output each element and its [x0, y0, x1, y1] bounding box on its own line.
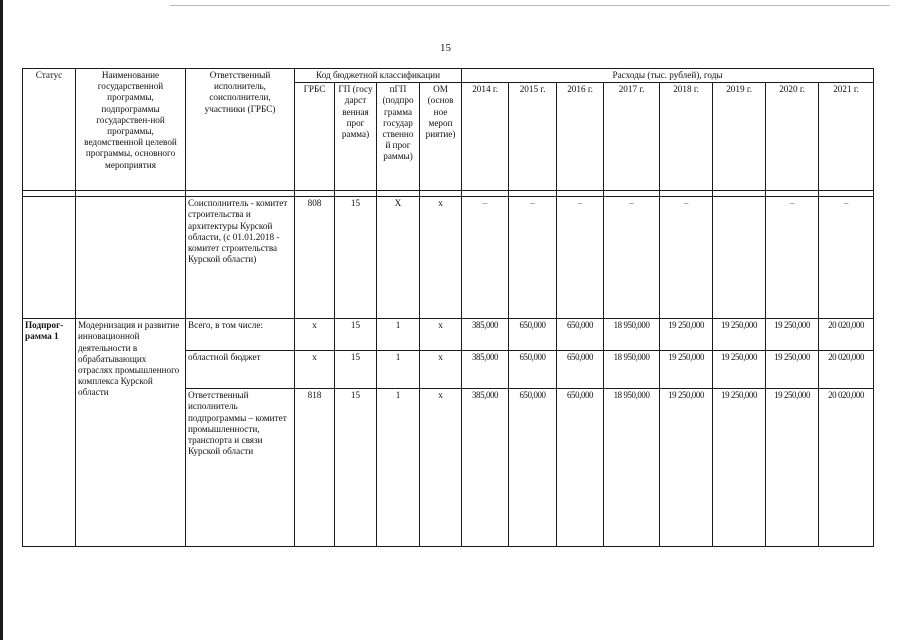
executor-2017: 18 950,000 — [604, 389, 660, 547]
header-year-2018: 2018 г. — [660, 83, 713, 191]
executor-responsible: Ответственный исполнитель подпрограммы – комитет промышленности, транспорта и связи Курской области — [186, 389, 295, 547]
regional-gp: 15 — [335, 351, 377, 389]
coexecutor-2019 — [713, 197, 766, 319]
header-year-2019: 2019 г. — [713, 83, 766, 191]
name-cell-empty — [76, 197, 186, 319]
total-2020: 19 250,000 — [766, 319, 819, 351]
total-2014: 385,000 — [462, 319, 509, 351]
executor-om: х — [420, 389, 462, 547]
status-cell-empty — [23, 197, 76, 319]
regional-2014: 385,000 — [462, 351, 509, 389]
total-om: х — [420, 319, 462, 351]
coexecutor-2015: – — [509, 197, 557, 319]
budget-table — [22, 68, 874, 547]
total-gp: 15 — [335, 319, 377, 351]
coexecutor-gp: 15 — [335, 197, 377, 319]
header-expenses: Расходы (тыс. рублей), годы — [462, 69, 874, 83]
header-om: ОМ (основ ное мероп риятие) — [420, 83, 462, 191]
coexecutor-grbs: 808 — [295, 197, 335, 319]
regional-pgp: 1 — [377, 351, 420, 389]
coexecutor-2017: – — [604, 197, 660, 319]
total-2015: 650,000 — [509, 319, 557, 351]
header-year-2015: 2015 г. — [509, 83, 557, 191]
subprogram-status: Подпрог-рамма 1 — [23, 319, 76, 547]
executor-2019: 19 250,000 — [713, 389, 766, 547]
regional-2018: 19 250,000 — [660, 351, 713, 389]
executor-2016: 650,000 — [557, 389, 604, 547]
subprogram-name: Модернизация и развитие инновационной деятельности в обрабатывающих отраслях промышленного комплекса Курской области — [76, 319, 186, 547]
coexecutor-2014: – — [462, 197, 509, 319]
header-row-1 — [23, 69, 874, 83]
header-year-2020: 2020 г. — [766, 83, 819, 191]
coexecutor-pgp: Х — [377, 197, 420, 319]
regional-2015: 650,000 — [509, 351, 557, 389]
coexecutor-2016: – — [557, 197, 604, 319]
header-gp: ГП (госу дарст венная прог рамма) — [335, 83, 377, 191]
regional-2017: 18 950,000 — [604, 351, 660, 389]
executor-2020: 19 250,000 — [766, 389, 819, 547]
executor-grbs: 818 — [295, 389, 335, 547]
header-year-2016: 2016 г. — [557, 83, 604, 191]
header-responsible: Ответственный исполнитель, соисполнители, участники (ГРБС) — [186, 69, 295, 191]
regional-2020: 19 250,000 — [766, 351, 819, 389]
executor-2021: 20 020,000 — [819, 389, 874, 547]
header-year-2017: 2017 г. — [604, 83, 660, 191]
total-2021: 20 020,000 — [819, 319, 874, 351]
total-2019: 19 250,000 — [713, 319, 766, 351]
executor-gp: 15 — [335, 389, 377, 547]
total-pgp: 1 — [377, 319, 420, 351]
total-2018: 19 250,000 — [660, 319, 713, 351]
regional-2021: 20 020,000 — [819, 351, 874, 389]
coexecutor-2021: – — [819, 197, 874, 319]
table-row-coexecutor — [23, 197, 874, 319]
header-name: Наименование государственной программы, подпрограммы государствен-ной программы, ведомственной целевой программы, основного мероприятия — [76, 69, 186, 191]
coexecutor-om: х — [420, 197, 462, 319]
header-pgp: пГП (подпро грамма государ ственно й прог раммы) — [377, 83, 420, 191]
executor-pgp: 1 — [377, 389, 420, 547]
regional-responsible: областной бюджет — [186, 351, 295, 389]
regional-om: х — [420, 351, 462, 389]
scan-top-edge — [170, 5, 890, 6]
coexecutor-2018: – — [660, 197, 713, 319]
total-responsible: Всего, в том числе: — [186, 319, 295, 351]
header-year-2014: 2014 г. — [462, 83, 509, 191]
executor-2018: 19 250,000 — [660, 389, 713, 547]
total-grbs: х — [295, 319, 335, 351]
regional-2019: 19 250,000 — [713, 351, 766, 389]
scan-left-edge — [0, 0, 3, 640]
table-row-total — [23, 319, 874, 351]
total-2017: 18 950,000 — [604, 319, 660, 351]
total-2016: 650,000 — [557, 319, 604, 351]
page-number: 15 — [440, 42, 451, 54]
header-year-2021: 2021 г. — [819, 83, 874, 191]
coexecutor-2020: – — [766, 197, 819, 319]
header-status: Статус — [23, 69, 76, 191]
header-budget-code: Код бюджетной классификации — [295, 69, 462, 83]
regional-grbs: х — [295, 351, 335, 389]
header-grbs: ГРБС — [295, 83, 335, 191]
executor-2015: 650,000 — [509, 389, 557, 547]
coexecutor-responsible: Соисполнитель - комитет строительства и архитектуры Курской области, (с 01.01.2018 - комитет строительства Курской области) — [186, 197, 295, 319]
executor-2014: 385,000 — [462, 389, 509, 547]
regional-2016: 650,000 — [557, 351, 604, 389]
